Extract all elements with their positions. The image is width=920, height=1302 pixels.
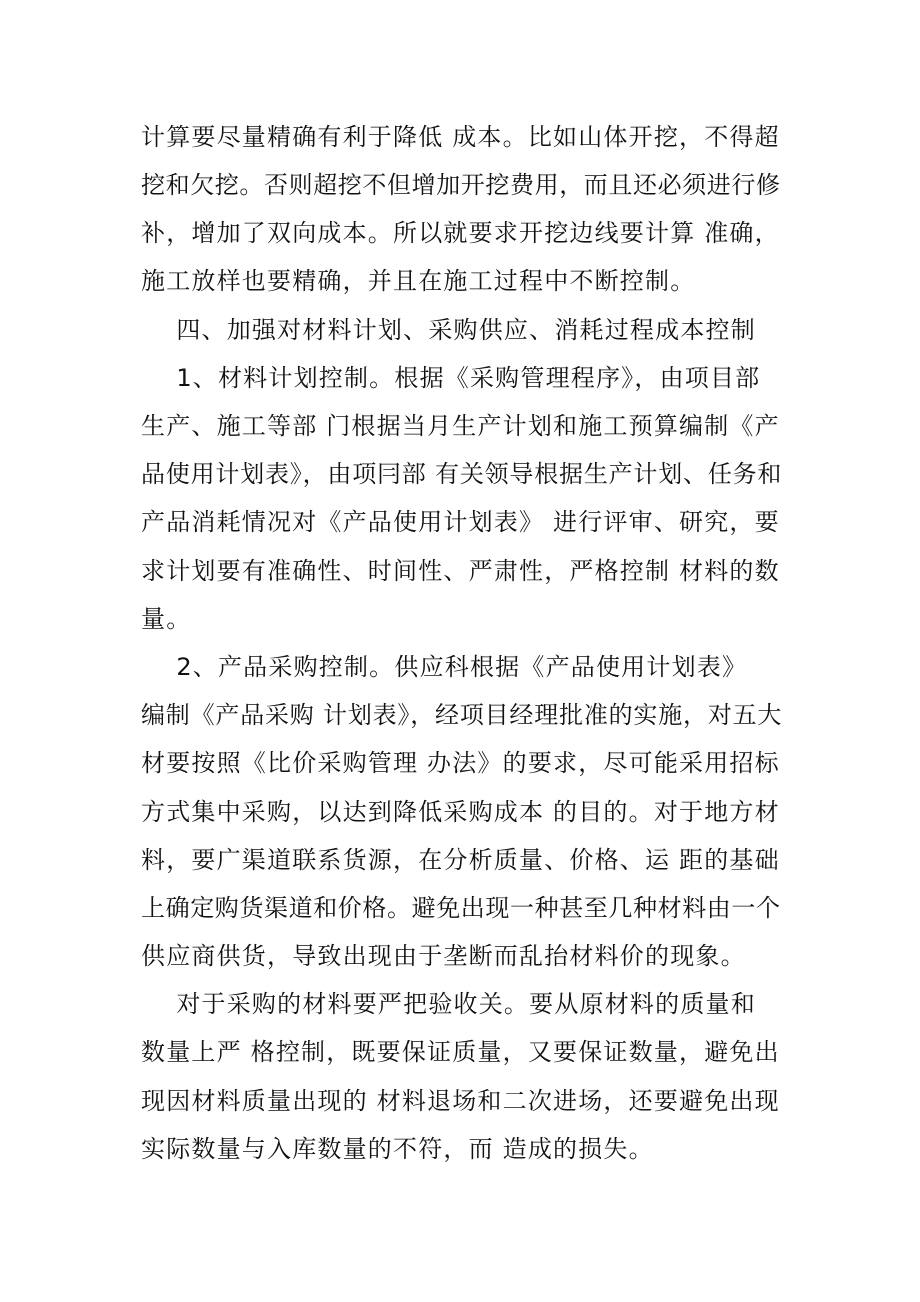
text-line: 对于采购的材料要严把验收关。要从原材料的质量和 [141,990,756,1018]
text-line: 生产、施工等部 门根据当月生产计划和施工预算编制《产 [141,412,780,440]
text-line: 计算要尽量精确有利于降低 成本。比如山体开挖，不得超 [141,123,780,151]
text-line: 2、产品采购控制。供应科根据《产品使用计划表》 [141,653,748,681]
text-line: 上确定购货渠道和价格。避免出现一种甚至几种材料由一个 [141,894,781,922]
text-line: 施工放样也要精确，并且在施工过程中不断控制。 [141,267,696,295]
text-line: 材要按照《比价采购管理 办法》的要求，尽可能采用招标 [141,749,780,777]
text-line: 供应商供货，导致出现由于垄断而乱抬材料价的现象。 [141,942,746,970]
text-line: 实际数量与入库数量的不符，而 造成的损失。 [141,1135,654,1163]
text-line: 现因材料质量出现的 材料退场和二次进场，还要避免出现 [141,1087,780,1115]
text-line: 品使用计划表》，由项冃部 有关领导根据生产计划、任务和 [141,460,783,488]
section-heading: 四、加强对材料计划、采购供应、消耗过程成本控制 [141,316,756,344]
text-line: 数量上严 格控制，既要保证质量，又要保证数量，避免出 [141,1038,780,1066]
text-line: 补，增加了双向成本。所以就要求开挖边线要计算 准确， [141,219,780,247]
text-line: 编制《产品采购 计划表》，经项目经理批准的实施，对五大 [141,701,783,729]
text-line: 量。 [141,605,192,633]
text-line: 求计划要有准确性、时间性、严肃性，严格控制 材料的数 [141,557,780,585]
text-line: 产品消耗情况对《产品使用计划表》 进行评审、研究，要 [141,508,780,536]
text-line: 料，要广渠道联系货源，在分析质量、价格、运 距的基础 [141,846,780,874]
text-line: 挖和欠挖。否则超挖不但增加开挖费用，而且还必须进行修 [141,171,781,199]
text-line: 1、材料计划控制。根据《采购管理程序》，由项目部 [141,364,761,392]
text-line: 方式集中采购，以达到降低采购成本 的目的。对于地方材 [141,798,780,826]
